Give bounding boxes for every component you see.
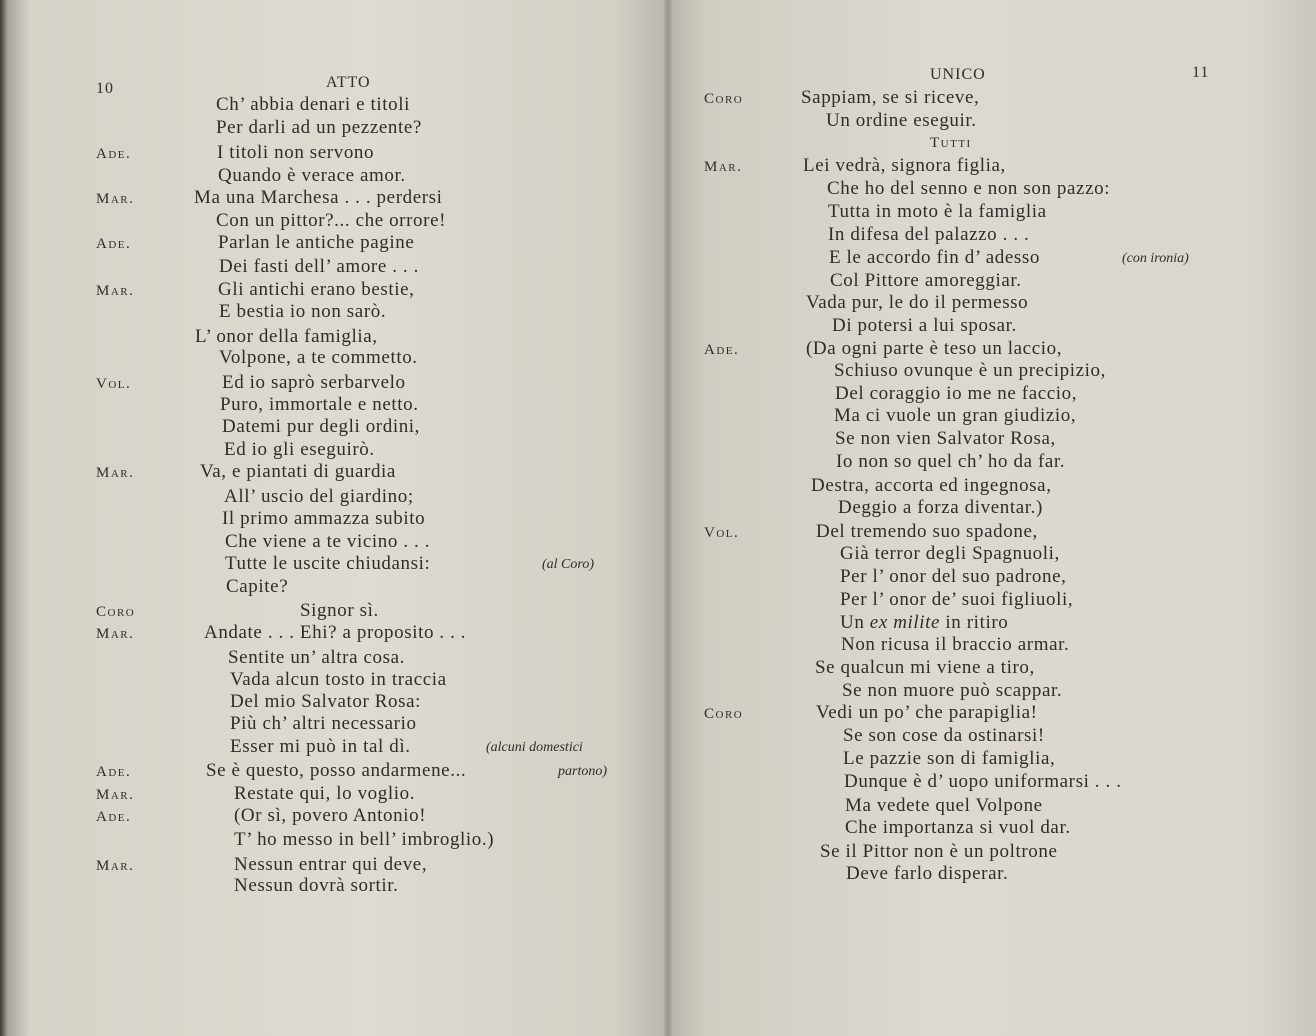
verse-line: Se è questo, posso andarmene... — [206, 760, 467, 781]
verse-line: Col Pittore amoreggiar. — [830, 270, 1022, 291]
speaker-name: Mar. — [96, 191, 135, 207]
speaker-name: Mar. — [96, 626, 135, 642]
verse-line: Io non so quel ch’ ho da far. — [836, 451, 1066, 472]
verse-line: Per l’ onor de’ suoi figliuoli, — [840, 589, 1074, 610]
verse-line: Datemi pur degli ordini, — [222, 416, 421, 437]
verse-line: Vada pur, le do il permesso — [806, 292, 1029, 313]
verse-line: Se non muore può scappar. — [842, 680, 1063, 701]
verse-line: Se qualcun mi viene a tiro, — [815, 657, 1035, 678]
speaker-name: Coro — [96, 604, 136, 620]
verse-line: Che ho del senno e non son pazzo: — [827, 178, 1111, 199]
verse-line: Che importanza si vuol dar. — [845, 817, 1071, 838]
verse-line: In difesa del palazzo . . . — [828, 224, 1030, 245]
stage-direction: (al Coro) — [542, 557, 594, 572]
verse-line: Lei vedrà, signora figlia, — [803, 155, 1006, 176]
verse-line: Se son cose da ostinarsi! — [843, 725, 1045, 746]
speaker-name: Ade. — [96, 146, 132, 162]
verse-line: Se il Pittor non è un poltrone — [820, 841, 1058, 862]
verse-line: Per darli ad un pezzente? — [216, 117, 422, 138]
verse-line: Sentite un’ altra cosa. — [228, 647, 405, 668]
verse-line: Ma vedete quel Volpone — [845, 795, 1043, 816]
verse-line: Ma ci vuole un gran giudizio, — [834, 405, 1077, 426]
verse-line: Schiuso ovunque è un precipizio, — [834, 360, 1106, 381]
verse-line: (Or sì, povero Antonio! — [234, 805, 427, 826]
verse-line: All’ uscio del giardino; — [224, 486, 414, 507]
verse-line: Del mio Salvator Rosa: — [230, 691, 422, 712]
verse-line: Di potersi a lui sposar. — [832, 315, 1017, 336]
verse-line: Volpone, a te commetto. — [219, 347, 418, 368]
verse-line: Va, e piantati di guardia — [200, 461, 396, 482]
speaker-name: Ade. — [96, 236, 132, 252]
verse-line: Destra, accorta ed ingegnosa, — [811, 475, 1052, 496]
verse-line: Esser mi può in tal dì. — [230, 736, 411, 757]
verse-line: Il primo ammazza subito — [222, 508, 426, 529]
left-page-number: 10 — [96, 80, 114, 97]
verse-line: Del tremendo suo spadone, — [816, 521, 1038, 542]
right-running-head: UNICO — [930, 66, 986, 83]
verse-line: E bestia io non sarò. — [219, 301, 387, 322]
stage-direction: partono) — [558, 764, 607, 779]
verse-line: Puro, immortale e netto. — [220, 394, 419, 415]
verse-line: Vada alcun tosto in traccia — [230, 669, 447, 690]
right-page-number: 11 — [1192, 64, 1210, 81]
book-gutter — [664, 0, 672, 1036]
verse-line: Con un pittor?... che orrore! — [216, 210, 447, 231]
verse-line: E le accordo fin d’ adesso — [829, 247, 1040, 268]
verse-line: T’ ho messo in bell’ imbroglio.) — [234, 829, 495, 850]
verse-line: Già terror degli Spagnuoli, — [840, 543, 1060, 564]
verse-line: Se non vien Salvator Rosa, — [835, 428, 1056, 449]
verse-line: Un ex milite in ritiro — [840, 612, 1009, 633]
verse-line: Per l’ onor del suo padrone, — [840, 566, 1067, 587]
verse-line: Quando è verace amor. — [218, 165, 406, 186]
left-running-head: ATTO — [326, 74, 371, 91]
verse-line: Gli antichi erano bestie, — [218, 279, 415, 300]
stage-direction: (con ironia) — [1122, 251, 1189, 266]
speaker-name: Coro — [704, 91, 744, 107]
verse-line: Un ordine eseguir. — [826, 110, 977, 131]
speaker-name: Mar. — [96, 283, 135, 299]
verse-line: Tutta in moto è la famiglia — [828, 201, 1047, 222]
verse-line: Più ch’ altri necessario — [230, 713, 417, 734]
verse-line: I titoli non servono — [217, 142, 375, 163]
speaker-name: Ade. — [96, 764, 132, 780]
verse-line: Ma una Marchesa . . . perdersi — [194, 187, 443, 208]
verse-line: Capite? — [226, 576, 289, 597]
speaker-name: Vol. — [96, 376, 132, 392]
speaker-name: Mar. — [96, 787, 135, 803]
speaker-name: Ade. — [704, 342, 740, 358]
verse-line: L’ onor della famiglia, — [195, 326, 378, 347]
verse-line: Ed io gli eseguirò. — [224, 439, 375, 460]
speaker-name: Coro — [704, 706, 744, 722]
verse-line: Signor sì. — [300, 600, 379, 621]
verse-line: Sappiam, se si riceve, — [801, 87, 980, 108]
speaker-name: Mar. — [96, 465, 135, 481]
speaker-name: Ade. — [96, 809, 132, 825]
verse-line: Dunque è d’ uopo uniformarsi . . . — [844, 771, 1122, 792]
verse-line: Ch’ abbia denari e titoli — [216, 94, 411, 115]
stage-direction: (alcuni domestici — [486, 740, 583, 755]
speaker-name: Vol. — [704, 525, 740, 541]
verse-line: Nessun dovrà sortir. — [234, 875, 399, 896]
verse-line: Parlan le antiche pagine — [218, 232, 415, 253]
verse-line: Tutte le uscite chiudansi: — [225, 553, 431, 574]
verse-line: Andate . . . Ehi? a proposito . . . — [204, 622, 467, 643]
verse-line: Restate qui, lo voglio. — [234, 783, 416, 804]
verse-line: Che viene a te vicino . . . — [225, 531, 431, 552]
speaker-name: Mar. — [704, 159, 743, 175]
verse-line: Deve farlo disperar. — [846, 863, 1009, 884]
verse-line: Deggio a forza diventar.) — [838, 497, 1043, 518]
verse-line: Non ricusa il braccio armar. — [841, 634, 1070, 655]
speaker-name: Mar. — [96, 858, 135, 874]
verse-line: Nessun entrar qui deve, — [234, 854, 428, 875]
verse-line: Vedi un po’ che parapiglia! — [816, 702, 1038, 723]
verse-line: Del coraggio io me ne faccio, — [835, 383, 1078, 404]
verse-line: Le pazzie son di famiglia, — [843, 748, 1056, 769]
verse-line: Dei fasti dell’ amore . . . — [219, 256, 419, 277]
verse-line: Ed io saprò serbarvelo — [222, 372, 406, 393]
verse-line: (Da ogni parte è teso un laccio, — [806, 338, 1063, 359]
speaker-name: Tutti — [930, 135, 972, 151]
